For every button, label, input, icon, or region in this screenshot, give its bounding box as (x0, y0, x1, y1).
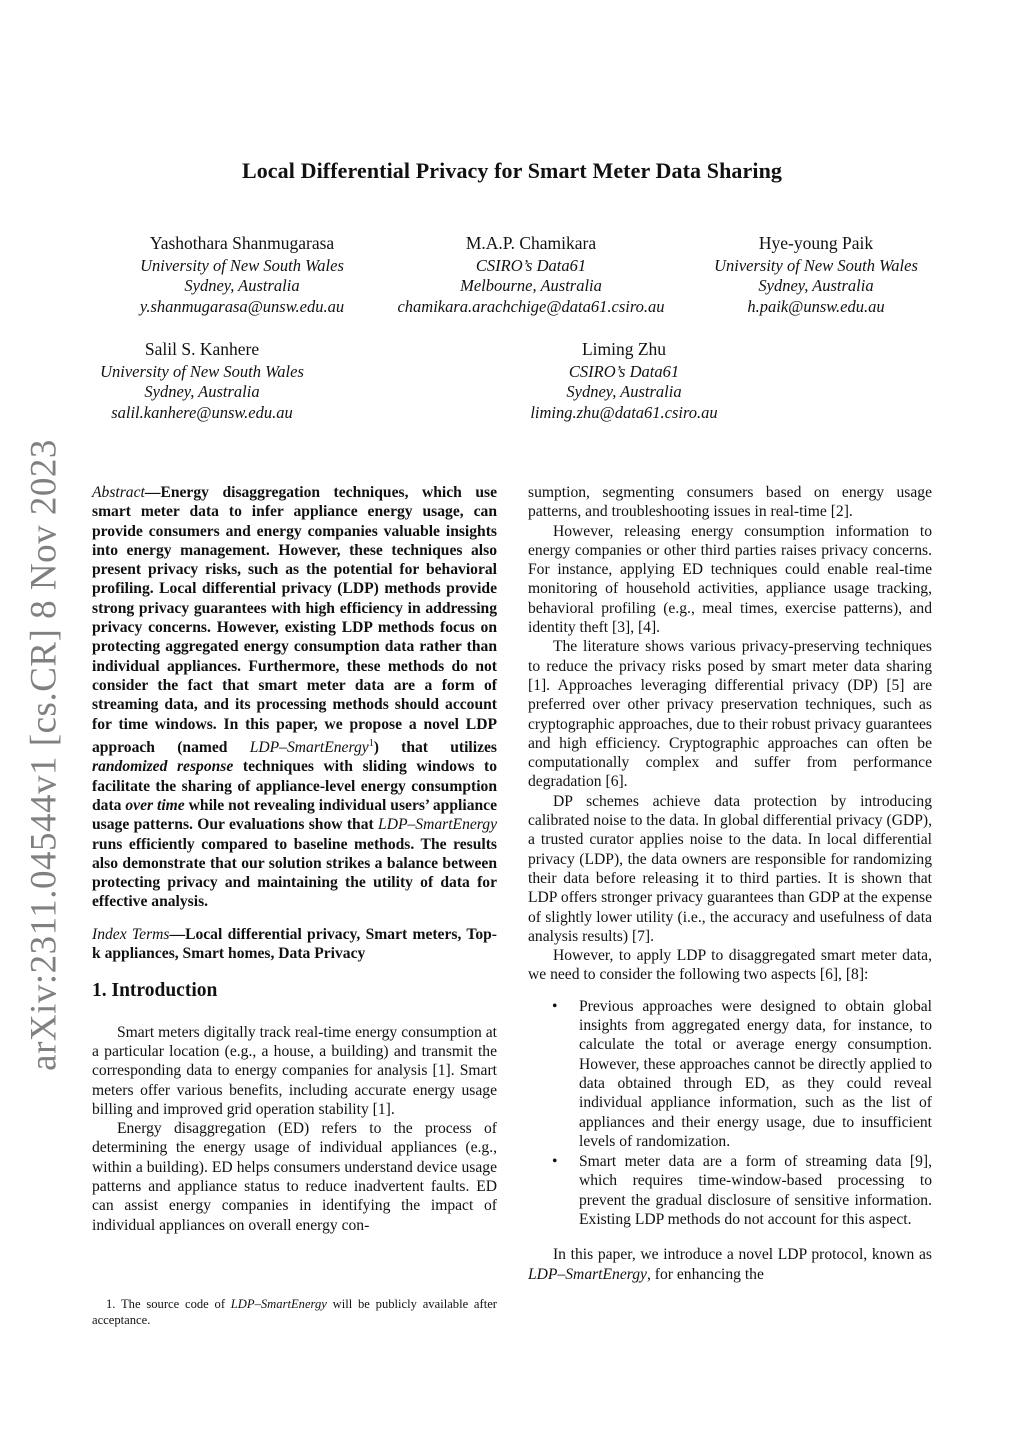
abstract-text: techniques with sliding windows to facilitate the sharing of appliance-level energy consumption data (92, 758, 498, 814)
paragraph (528, 1245, 932, 1284)
abstract-text: —Energy disaggregation techniques, which use smart meter data to infer appliance energy usage, can provide consumers and energy companies valuable insights into energy management. However, these techniques also present privacy risks, such as the potential for behavioral profiling. Local differential privacy (LDP) methods provide strong privacy guarantees with high efficiency in addressing privacy concerns. However, existing LDP methods focus on protecting aggregated energy consumption data rather than individual appliances. Furthermore, these methods do not consider the fact that smart meter data are a form of streaming data, and its processing methods should account for time windows. In this paper, we propose a novel LDP approach (named (92, 484, 497, 757)
author-location: Sydney, Australia (566, 382, 682, 401)
bullet-list (528, 997, 932, 1230)
author-block (92, 233, 392, 317)
section-heading: 1. Introduction (92, 980, 218, 1002)
author-location: Sydney, Australia (184, 276, 300, 295)
footnote (92, 1296, 497, 1328)
author-name: Liming Zhu (581, 339, 667, 359)
author-affiliation: University of New South Wales (714, 255, 918, 275)
author-block (52, 339, 352, 423)
author-email[interactable]: salil.kanhere@unsw.edu.au (111, 402, 293, 422)
footnote-rule (92, 1287, 142, 1289)
author-email[interactable]: chamikara.arachchige@data61.csiro.au (397, 296, 665, 316)
method-name: LDP–SmartEnergy (249, 739, 369, 757)
paragraph: sumption, segmenting consumers based on energy usage patterns, and troubleshooting issues in real-time [2]. (528, 484, 932, 521)
paper-title: Local Differential Privacy for Smart Meter Data Sharing (241, 158, 783, 183)
abstract-text: ) that utilizes (373, 739, 498, 757)
author-name: Yashothara Shanmugarasa (149, 233, 335, 253)
abstract (92, 483, 497, 912)
paragraph-text: In this paper, we introduce a novel LDP protocol, known as (552, 1246, 932, 1264)
paragraph: Smart meters digitally track real-time energy consumption at a particular location (e.g., a house, a building) and transmit the corresponding data to energy companies for analysis [1]. Smart meters offer various benefits, including accurate energy usage billing and improved grid operation stability [1]. (92, 1023, 497, 1118)
paragraph-text: , for enhancing the (646, 1265, 764, 1283)
author-name: Salil S. Kanhere (144, 339, 260, 359)
footnote-text: will be publicly available after acceptance. (92, 1297, 498, 1327)
index-terms-label: Index Terms (92, 925, 170, 943)
author-email[interactable]: y.shanmugarasa@unsw.edu.au (139, 296, 345, 316)
list-item: • Previous approaches were designed to obtain global insights from aggregated energy data, for instance, to calculate the total or average energy consumption. However, these approaches cannot be directly applied to data obtained through ED, as they could reveal individual appliance information, such as the list of appliances and their energy usage, due to insufficient levels of randomization. (579, 997, 932, 1151)
abstract-label: Abstract (92, 484, 145, 501)
index-terms-text: —Local differential privacy, Smart meters, Top-k appliances, Smart homes, Data Privacy (92, 925, 497, 963)
author-location: Sydney, Australia (758, 276, 874, 295)
author-name: M.A.P. Chamikara (465, 233, 597, 253)
abstract-emphasis: over time (125, 796, 185, 814)
abstract-text: runs efficiently compared to baseline methods. The results also demonstrate that our solution strikes a balance between protecting privacy and maintaining the utility of data for effective analysis. (92, 835, 497, 911)
left-column (92, 483, 497, 1235)
method-name: LDP–SmartEnergy (528, 1265, 647, 1283)
author-affiliation: CSIRO’s Data61 (475, 255, 587, 275)
author-affiliation: University of New South Wales (100, 361, 304, 381)
method-name: LDP–SmartEnergy (378, 816, 497, 834)
author-affiliation: CSIRO’s Data61 (568, 361, 680, 381)
arxiv-identifier[interactable]: arXiv:2311.04544v1 [cs.CR] 8 Nov 2023 (23, 439, 65, 1071)
right-column (528, 483, 932, 1284)
method-name: LDP–SmartEnergy (230, 1297, 327, 1311)
author-email[interactable]: liming.zhu@data61.csiro.au (530, 402, 718, 422)
list-item: • Smart meter data are a form of streaming data [9], which requires time-window-based processing to prevent the gradual disclosure of sensitive information. Existing LDP methods do not account for this aspect. (579, 1152, 932, 1229)
author-location: Melbourne, Australia (460, 276, 602, 295)
author-name: Hye-young Paik (758, 233, 874, 253)
footnote-text: 1. The source code of (106, 1297, 231, 1311)
author-location: Sydney, Australia (144, 382, 260, 401)
author-block (474, 339, 774, 423)
paragraph: However, releasing energy consumption information to energy companies or other third parties raises privacy concerns. For instance, applying ED techniques could enable real-time monitoring of household activities, appliance usage tracking, behavioral profiling (e.g., meal times, exercise patterns), and identity theft [3], [4]. (528, 522, 932, 637)
abstract-text: while not revealing individual users’ appliance usage patterns. Our evaluations show that (92, 796, 498, 834)
abstract-emphasis: randomized response (92, 758, 234, 776)
paragraph: DP schemes achieve data protection by introducing calibrated noise to the data. In global differential privacy (GDP), a trusted curator applies noise to the data. In local differential privacy (LDP), the data owners are responsible for randomizing their data before releasing it to third parties. It is shown that LDP offers stronger privacy guarantees than GDP at the expense of slightly lower utility (i.e., the accuracy and usefulness of data analysis results) [7]. (528, 792, 932, 945)
author-email[interactable]: h.paik@unsw.edu.au (747, 296, 885, 316)
author-block (666, 233, 966, 317)
paragraph: Energy disaggregation (ED) refers to the process of determining the energy usage of individual appliances (e.g., within a building). ED helps consumers understand device usage patterns and appliance status to reduce inadvertent faults. ED can assist energy companies in identifying the impact of individual appliances on overall energy con- (92, 1120, 497, 1234)
index-terms (92, 925, 497, 964)
author-affiliation: University of New South Wales (140, 255, 344, 275)
author-block (381, 233, 681, 317)
paragraph: The literature shows various privacy-preserving techniques to reduce the privacy risks posed by smart meter data sharing [1]. Approaches leveraging differential privacy (DP) [5] are preferred over other privacy preservation techniques, such as cryptographic approaches, due to their robust privacy guarantees and high efficiency. Cryptographic approaches can often be computationally complex and suffer from performance degradation [6]. (528, 638, 932, 791)
paragraph: However, to apply LDP to disaggregated smart meter data, we need to consider the following two aspects [6], [8]: (528, 947, 932, 984)
footnote-marker: 1 (368, 737, 374, 749)
